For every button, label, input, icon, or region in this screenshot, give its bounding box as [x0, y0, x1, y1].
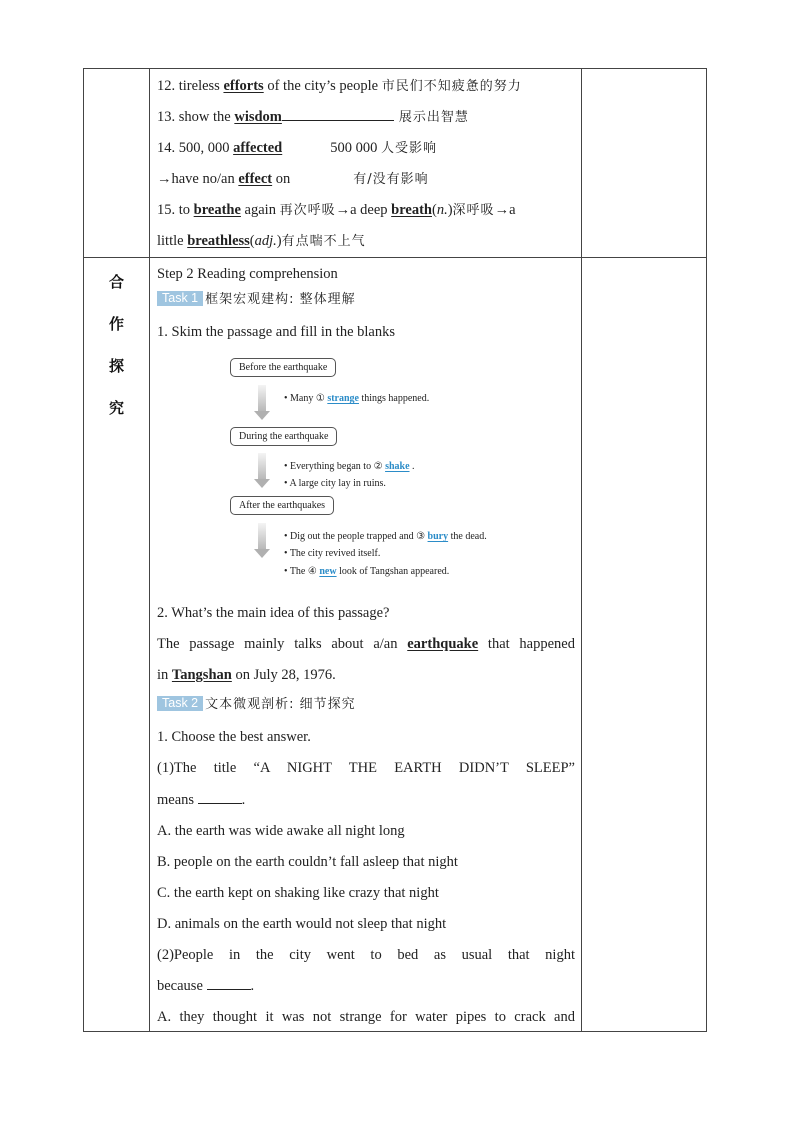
column-divider [149, 69, 150, 1031]
main-idea-answer: The passage mainly talks about a/an earthquake that happened [157, 636, 575, 652]
vocab-line-15b: little breathless(adj.)有点喘不上气 [157, 233, 366, 249]
mc2-stem: (2)People in the city went to bed as usual that night [157, 947, 575, 963]
diagram-bullet: • Many ① strange things happened. [284, 393, 430, 404]
row-divider [84, 257, 706, 258]
vocab-line-14b: →have no/an effect on 有/没有影响 [157, 171, 429, 187]
side-label-char: 作 [108, 315, 124, 333]
mc1-option-b: B. people on the earth couldn’t fall asleep that night [157, 854, 458, 870]
lesson-table [83, 68, 707, 1032]
vocab-line-15: 15. to breathe again 再次呼吸→a deep breath(n.)深呼吸→a [157, 202, 516, 218]
task2-heading: Task 2 文本微观剖析: 细节探究 [157, 695, 356, 714]
mc2-option-a: A. they thought it was not strange for water pipes to crack and [157, 1009, 575, 1025]
down-arrow-icon [254, 453, 270, 488]
mc2-stem-cont: because . [157, 978, 255, 994]
task1-heading: Task 1 框架宏观建构: 整体理解 [157, 290, 356, 309]
side-label-char: 究 [108, 399, 124, 417]
step-heading: Step 2 Reading comprehension [157, 266, 338, 282]
task1-question: 1. Skim the passage and fill in the blanks [157, 324, 396, 340]
side-label-char: 探 [108, 357, 124, 375]
flow-diagram [230, 355, 530, 595]
answer-blank[interactable] [207, 977, 251, 990]
diagram-bullet: • Dig out the people trapped and ③ bury the dead. [284, 531, 487, 542]
diagram-bullet: • The city revived itself. [284, 548, 381, 559]
diagram-box-during: During the earthquake [230, 427, 337, 446]
diagram-box-after: After the earthquakes [230, 496, 334, 515]
vocab-line-13: 13. show the wisdom 展示出智慧 [157, 109, 469, 125]
mc1-option-c: C. the earth kept on shaking like crazy that night [157, 885, 439, 901]
main-idea-question: 2. What’s the main idea of this passage? [157, 605, 390, 621]
vocab-line-12: 12. tireless efforts of the city’s people 市民们不知疲惫的努力 [157, 78, 522, 94]
mc1-option-a: A. the earth was wide awake all night long [157, 823, 405, 839]
answer-blank[interactable] [198, 791, 242, 804]
task-badge: Task 1 [157, 291, 203, 306]
diagram-bullet: • Everything began to ② shake . [284, 461, 415, 472]
diagram-box-before: Before the earthquake [230, 358, 336, 377]
down-arrow-icon [254, 385, 270, 420]
diagram-bullet: • The ④ new look of Tangshan appeared. [284, 566, 450, 577]
mc1-option-d: D. animals on the earth would not sleep that night [157, 916, 447, 932]
task2-question: 1. Choose the best answer. [157, 729, 311, 745]
main-idea-answer-cont: in Tangshan on July 28, 1976. [157, 667, 336, 683]
task-badge: Task 2 [157, 696, 203, 711]
mc1-stem: (1)The title “A NIGHT THE EARTH DIDN’T SLEEP” [157, 760, 575, 776]
down-arrow-icon [254, 523, 270, 558]
mc1-stem-cont: means . [157, 792, 246, 808]
diagram-bullet: • A large city lay in ruins. [284, 478, 386, 489]
side-label-char: 合 [108, 273, 124, 291]
column-divider [581, 69, 582, 1031]
vocab-line-14: 14. 500, 000 affected 500 000 人受影响 [157, 140, 437, 156]
